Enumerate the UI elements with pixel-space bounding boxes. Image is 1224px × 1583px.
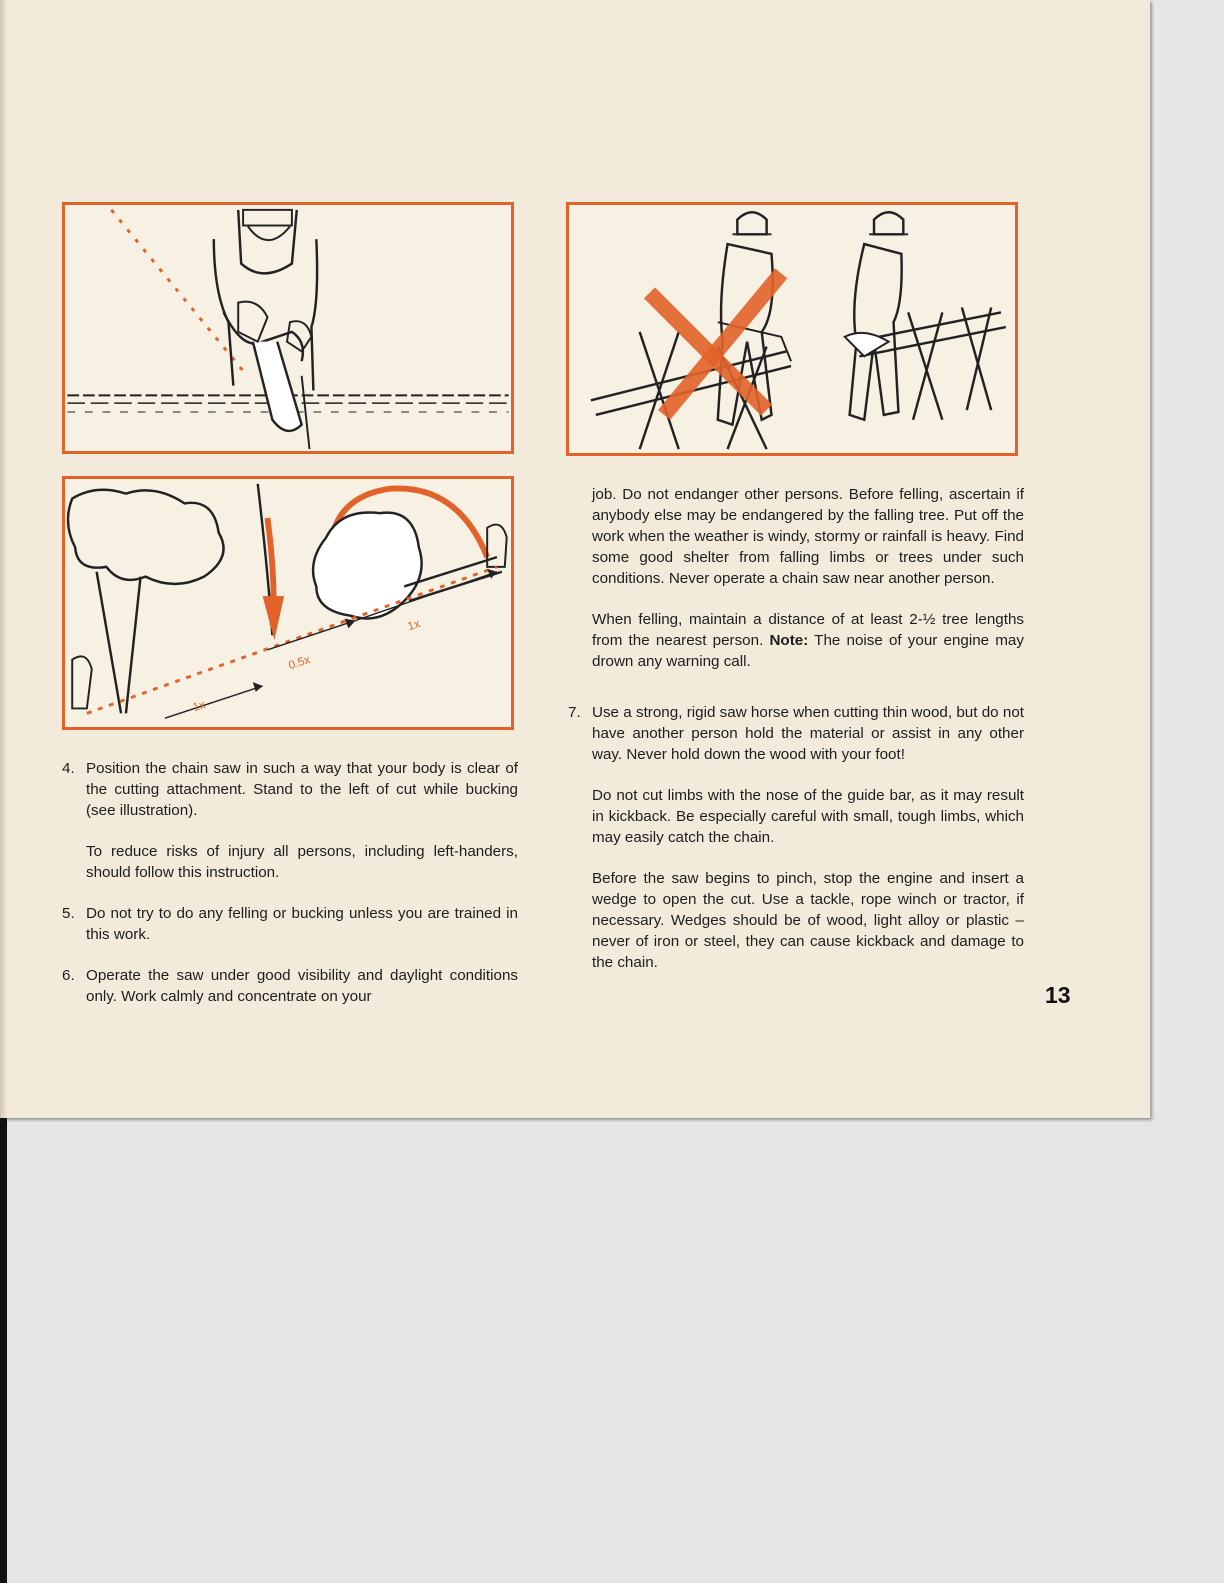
left-text-column xyxy=(62,758,518,1027)
saw-horse-illustration xyxy=(566,202,1018,456)
list-item-7 xyxy=(568,702,1024,765)
list-item-4-text: Position the chain saw in such a way that your body is clear of the cutting attachment. Stand to the left of cut while bucking (see illustration). xyxy=(86,760,518,819)
note-text: The noise of your engine may drown any warning call. xyxy=(592,632,1024,670)
list-number-6: 6. xyxy=(62,967,75,984)
list-item-7-followup-2: Before the saw begins to pinch, stop the engine and insert a wedge to open the cut. Use a tackle, rope winch or tractor, if necessary. Wedges should be of wood, light alloy or plastic – never of iron or steel, they can cause kickback and damage to the chain. xyxy=(592,870,1024,971)
list-number-4: 4. xyxy=(62,760,75,777)
distance-paragraph xyxy=(568,609,1024,672)
distance-label-1x-left: 1x xyxy=(191,698,207,715)
felling-distance-illustration xyxy=(62,476,514,730)
binding-edge xyxy=(0,1118,7,1583)
list-item-7-followup-1: Do not cut limbs with the nose of the guide bar, as it may result in kickback. Be especially careful with small, tough limbs, which may easily catch the chain. xyxy=(592,787,1024,846)
list-item-7-text: Use a strong, rigid saw horse when cutting thin wood, but do not have another person hold the material or assist in any other way. Never hold down the wood with your foot! xyxy=(592,704,1024,763)
distance-label-half: 0.5x xyxy=(286,653,312,673)
list-item-6 xyxy=(62,965,518,1007)
list-item-5-text: Do not try to do any felling or bucking unless you are trained in this work. xyxy=(86,905,518,943)
item-6-continuation: job. Do not endanger other persons. Before felling, ascertain if anybody else may be endangered by the falling tree. Put off the work when the weather is windy, stormy or rainfall is heavy. Find some good shelter from falling limbs or trees under such conditions. Never operate a chain saw near another person. xyxy=(592,486,1024,587)
right-text-column xyxy=(568,484,1024,993)
saw-horse-drawing xyxy=(569,205,1015,453)
note-label: Note: xyxy=(769,632,809,649)
distance-text: When felling, maintain a distance of at least 2-½ tree lengths from the nearest person. xyxy=(592,611,1024,649)
list-number-7: 7. xyxy=(568,704,581,721)
list-number-5: 5. xyxy=(62,905,75,922)
page-number: 13 xyxy=(1045,982,1071,1008)
distance-label-1x-right: 1x xyxy=(405,617,422,634)
list-item-4 xyxy=(62,758,518,821)
page-spine-shadow xyxy=(0,0,8,1118)
bucking-drawing xyxy=(65,205,511,451)
list-item-6-text: Operate the saw under good visibility and daylight conditions only. Work calmly and concentrate on your xyxy=(86,967,518,1005)
list-item-5 xyxy=(62,903,518,945)
bucking-illustration xyxy=(62,202,514,454)
list-item-4-followup: To reduce risks of injury all persons, including left-handers, should follow this instruction. xyxy=(86,843,518,881)
felling-distance-drawing xyxy=(65,479,511,727)
